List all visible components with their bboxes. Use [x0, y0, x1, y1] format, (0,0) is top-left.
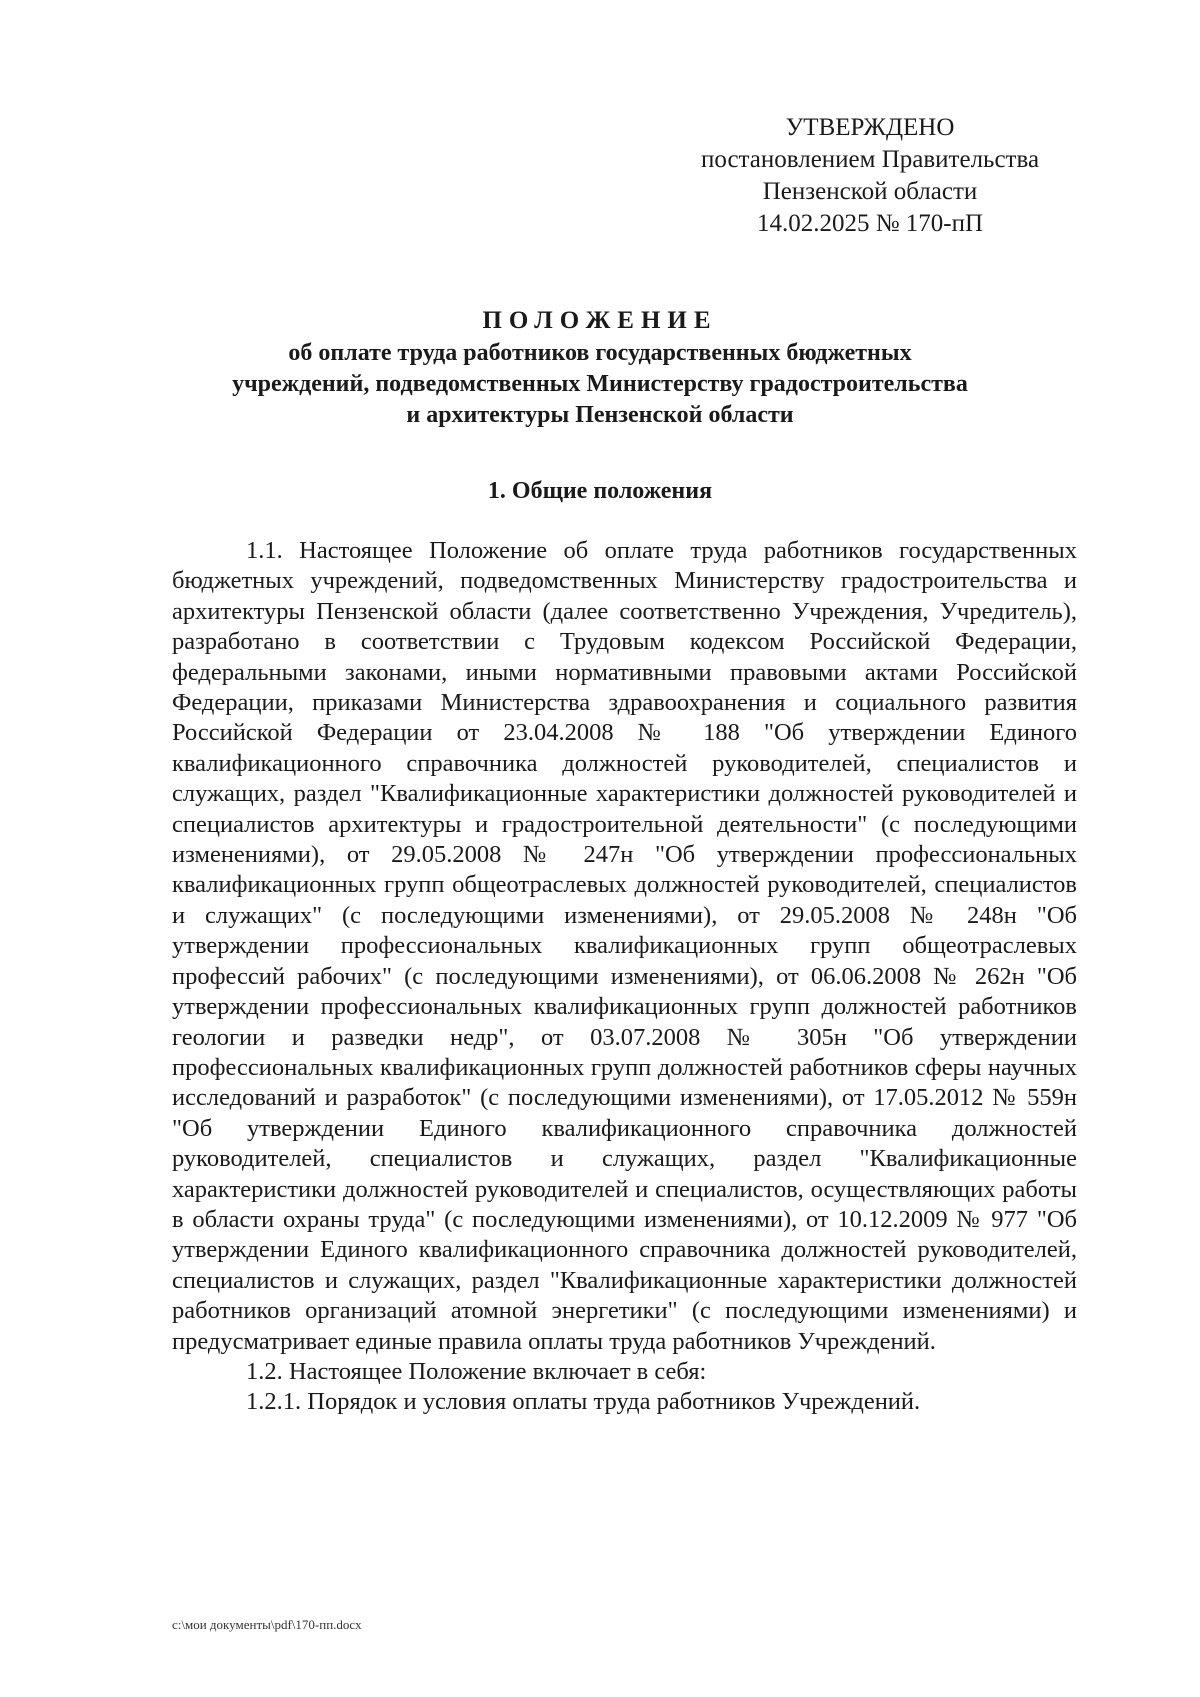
document-subtitle-line-3: и архитектуры Пензенской области — [406, 402, 794, 428]
approval-line-date-number: 14.02.2025 № 170-пП — [756, 210, 984, 237]
paragraph-1-2: 1.2. Настоящее Положение включает в себя: — [246, 1357, 707, 1385]
paragraph-1-1: 1.1. Настоящее Положение об оплате труда работников государственных бюджетных учреждений, подведомственных Министерству градостроительства и архитектуры Пензенской области (далее соответственно Учреждения, Учредитель), разработано в соответствии с Трудовым кодексом Российской Федерации, федеральными законами, иными нормативными правовыми актами Российской Федерации, приказами Министерства здравоохранения и социального развития Российской Федерации от 23.04.2008 № 188 "Об утверждении Единого квалификационного справочника должностей руководителей, специалистов и служащих, раздел "Квалификационные характеристики должностей руководителей и специалистов архитектуры и градостроительной деятельности" (с последующими изменениями), от 29.05.2008 № 247н "Об утверждении профессиональных квалификационных групп общеотраслевых должностей руководителей, специалистов и служащих" (с последующими изменениями), от 29.05.2008 № 248н "Об утверждении профессиональных квалификационных групп общеотраслевых профессий рабочих" (с последующими изменениями), от 06.06.2008 № 262н "Об утверждении профессиональных квалификационных групп должностей работников геологии и разведки недр", от 03.07.2008 № 305н "Об утверждении профессиональных квалификационных групп должностей работников сферы научных исследований и разработок" (с последующими изменениями), от 17.05.2012 № 559н "Об утверждении Единого квалификационного справочника должностей руководителей, специалистов и служащих, раздел "Квалификационные характеристики должностей руководителей и специалистов, осуществляющих работы в области охраны труда" (с последующими изменениями), от 10.12.2009 № 977 "Об утверждении Единого квалификационного справочника должностей руководителей, специалистов и служащих, раздел "Квалификационные характеристики должностей работников организаций атомной энергетики" (с последующими изменениями) и предусматривает единые правила оплаты труда работников Учреждений. — [172, 537, 1077, 1355]
section-heading: 1. Общие положения — [487, 478, 713, 504]
file-path-footer: c:\мои документы\pdf\170-пп.docx — [172, 1617, 362, 1632]
document-subtitle-line-1: об оплате труда работников государственных бюджетных — [288, 340, 912, 366]
approval-line-region: Пензенской области — [762, 178, 978, 205]
section-body — [172, 536, 1077, 1418]
approval-line-approved: УТВЕРЖДЕНО — [785, 114, 955, 141]
document-title-main: ПОЛОЖЕНИЕ — [482, 307, 718, 334]
document-title — [150, 304, 1050, 431]
approval-stamp — [660, 112, 1080, 240]
document-subtitle-line-2: учреждений, подведомственных Министерству градостроительства — [232, 371, 968, 397]
paragraph-1-2-1: 1.2.1. Порядок и условия оплаты труда работников Учреждений. — [246, 1388, 921, 1416]
approval-line-resolution: постановлением Правительства — [700, 146, 1040, 173]
